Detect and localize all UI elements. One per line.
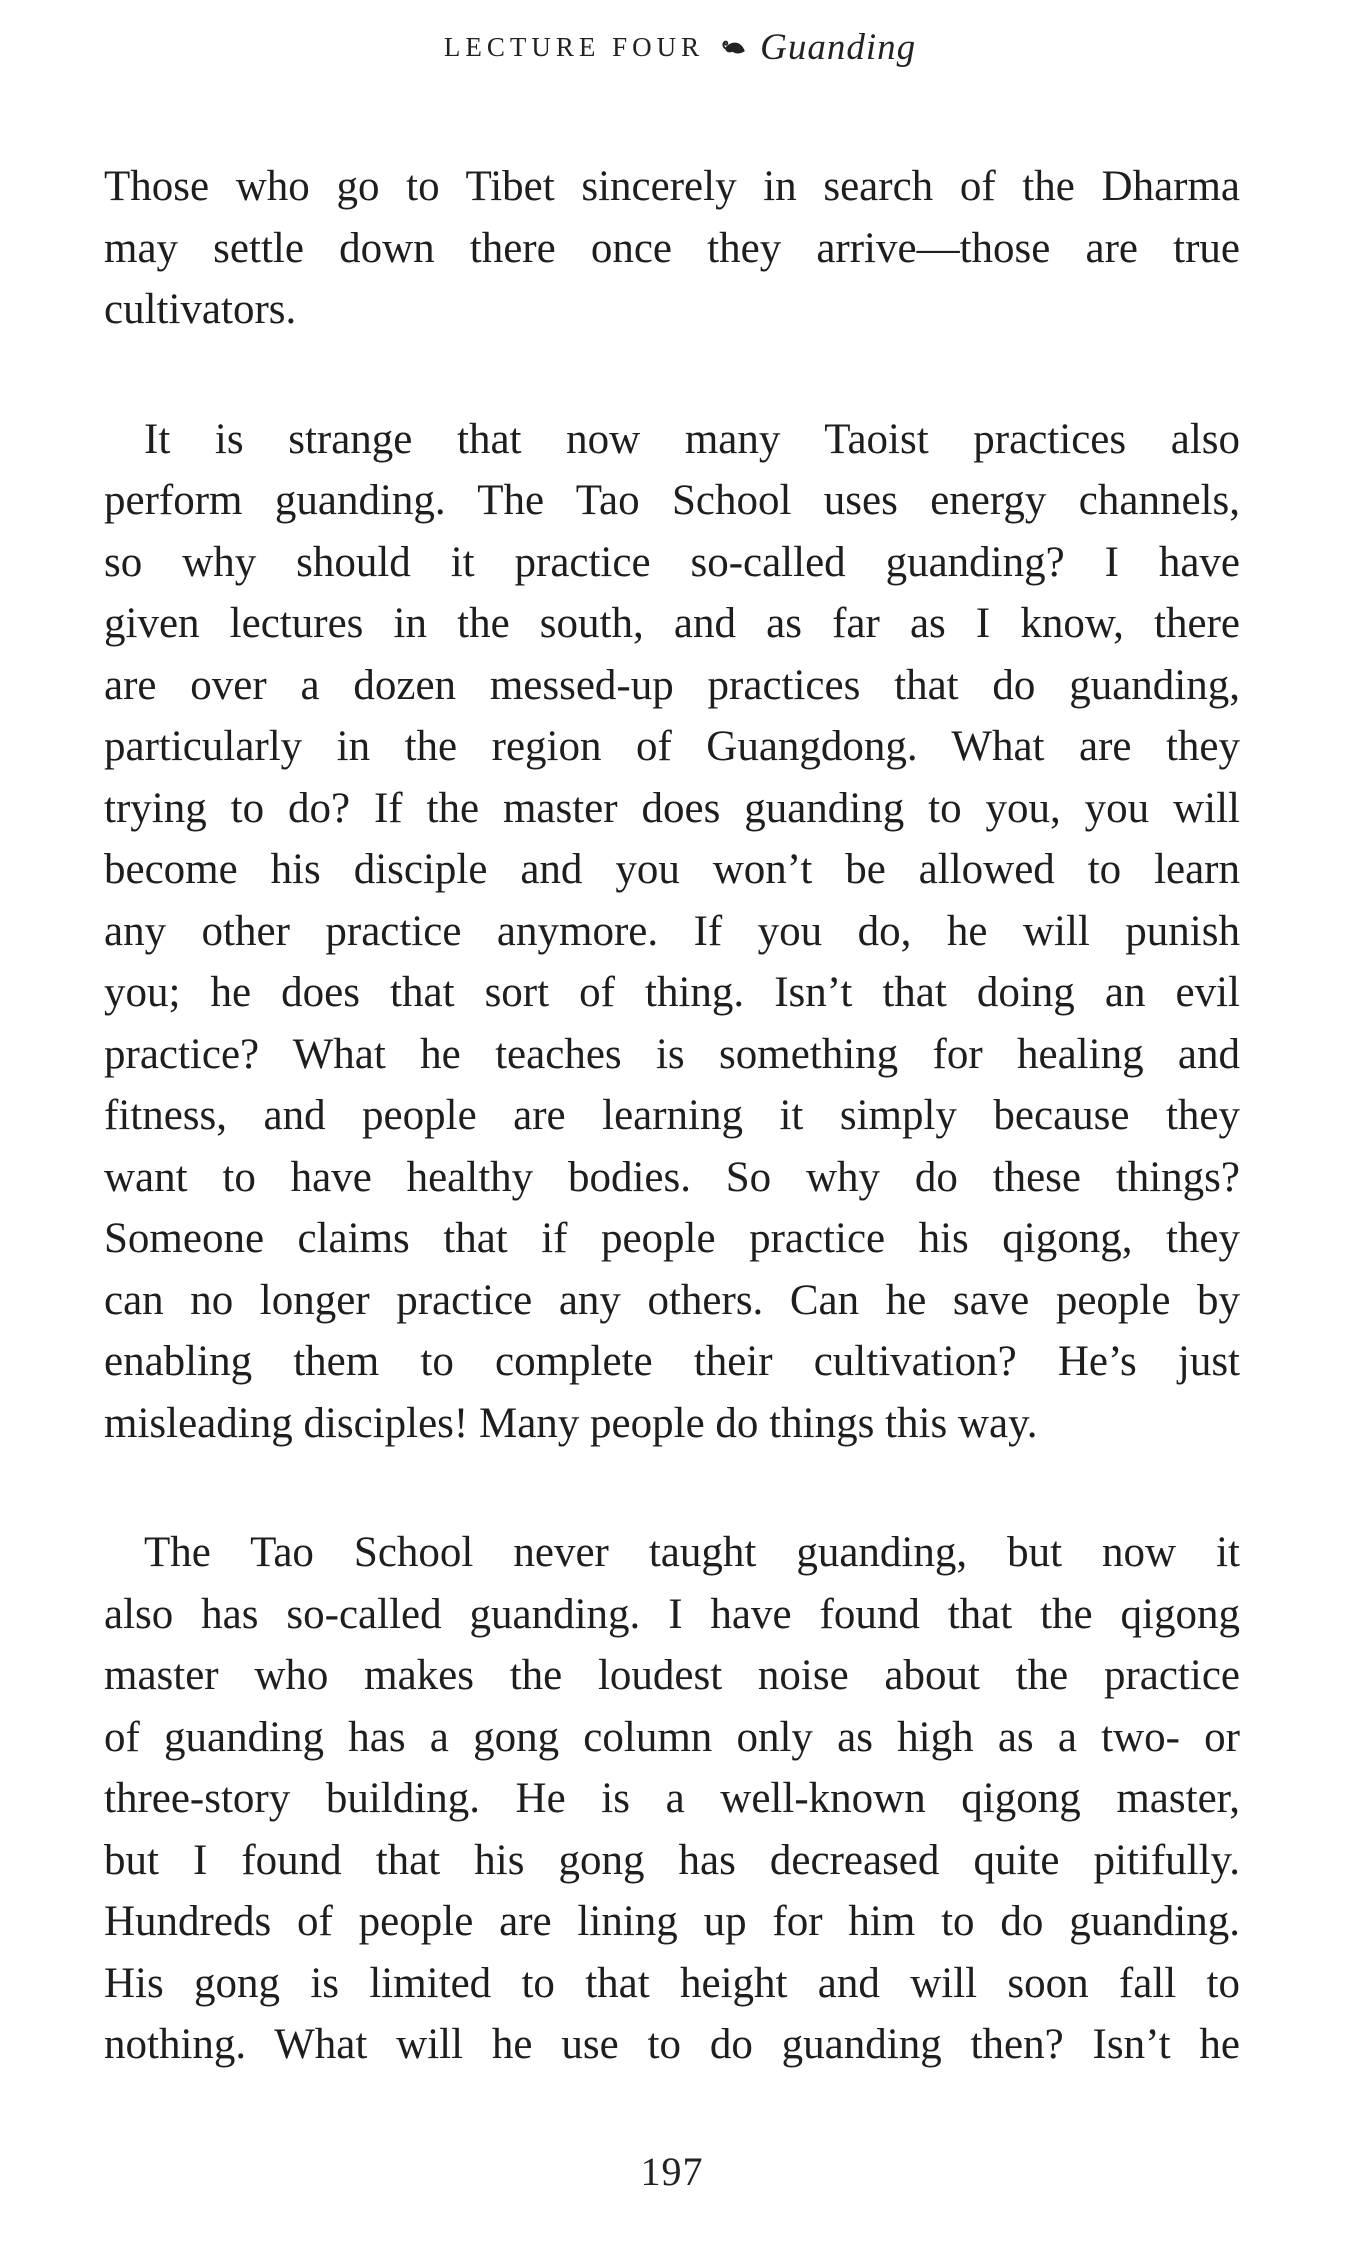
paragraph bbox=[104, 156, 1240, 341]
text-line: The Tao School never taught guanding, but now it bbox=[144, 1529, 1240, 1576]
text-line: any other practice anymore. If you do, he will punish bbox=[104, 907, 1240, 955]
text-line: cultivators. bbox=[104, 286, 297, 333]
text-line: three-story building. He is a well-known qigong master, bbox=[104, 1775, 1240, 1822]
text-line: fitness, and people are learning it simply because they bbox=[104, 1092, 1240, 1139]
text-line: master who makes the loudest noise about the practice bbox=[104, 1652, 1240, 1699]
text-line: also has so-called guanding. I have found that the qigong bbox=[104, 1590, 1240, 1638]
text-line: become his disciple and you won’t be allowed to learn bbox=[104, 846, 1240, 893]
text-line: His gong is limited to that height and will soon fall to bbox=[104, 1959, 1240, 2007]
chapter-title: Guanding bbox=[760, 27, 917, 68]
text-line: so why should it practice so-called guanding? I have bbox=[104, 538, 1240, 586]
text-line: given lectures in the south, and as far as I know, there bbox=[104, 600, 1240, 647]
fleuron-icon bbox=[718, 36, 748, 62]
paragraph bbox=[104, 409, 1240, 1455]
page-footer bbox=[104, 2148, 1240, 2195]
text-line: It is strange that now many Taoist practices also bbox=[144, 415, 1240, 463]
text-line: enabling them to complete their cultivation? He’s just bbox=[104, 1338, 1240, 1385]
text-line: Hundreds of people are lining up for him to do guanding. bbox=[104, 1898, 1240, 1945]
text-line: misleading disciples! Many people do things this way. bbox=[104, 1399, 1038, 1447]
text-line: perform guanding. The Tao School uses energy channels, bbox=[104, 477, 1240, 524]
text-line: trying to do? If the master does guanding to you, you will bbox=[104, 784, 1240, 832]
paragraph bbox=[104, 1522, 1240, 2076]
text-line: of guanding has a gong column only as high as a two- or bbox=[104, 1713, 1240, 1761]
page-number: 197 bbox=[640, 2149, 704, 2194]
lecture-label: LECTURE FOUR bbox=[443, 32, 705, 62]
text-line: you; he does that sort of thing. Isn’t that doing an evil bbox=[104, 969, 1240, 1016]
text-line: practice? What he teaches is something for healing and bbox=[104, 1030, 1240, 1078]
text-line: Someone claims that if people practice his qigong, they bbox=[104, 1215, 1240, 1262]
text-line: Those who go to Tibet sincerely in search of the Dharma bbox=[104, 163, 1240, 210]
running-header bbox=[0, 26, 1360, 69]
text-line: can no longer practice any others. Can he save people by bbox=[104, 1276, 1240, 1324]
text-line: may settle down there once they arrive—those are true bbox=[104, 224, 1240, 272]
text-line: nothing. What will he use to do guanding then? Isn’t he bbox=[104, 2021, 1240, 2068]
body-text bbox=[104, 156, 1240, 2076]
text-line: particularly in the region of Guangdong. What are they bbox=[104, 723, 1240, 770]
text-line: but I found that his gong has decreased quite pitifully. bbox=[104, 1836, 1240, 1884]
text-line: want to have healthy bodies. So why do these things? bbox=[104, 1153, 1240, 1201]
text-line: are over a dozen messed-up practices that do guanding, bbox=[104, 661, 1240, 709]
